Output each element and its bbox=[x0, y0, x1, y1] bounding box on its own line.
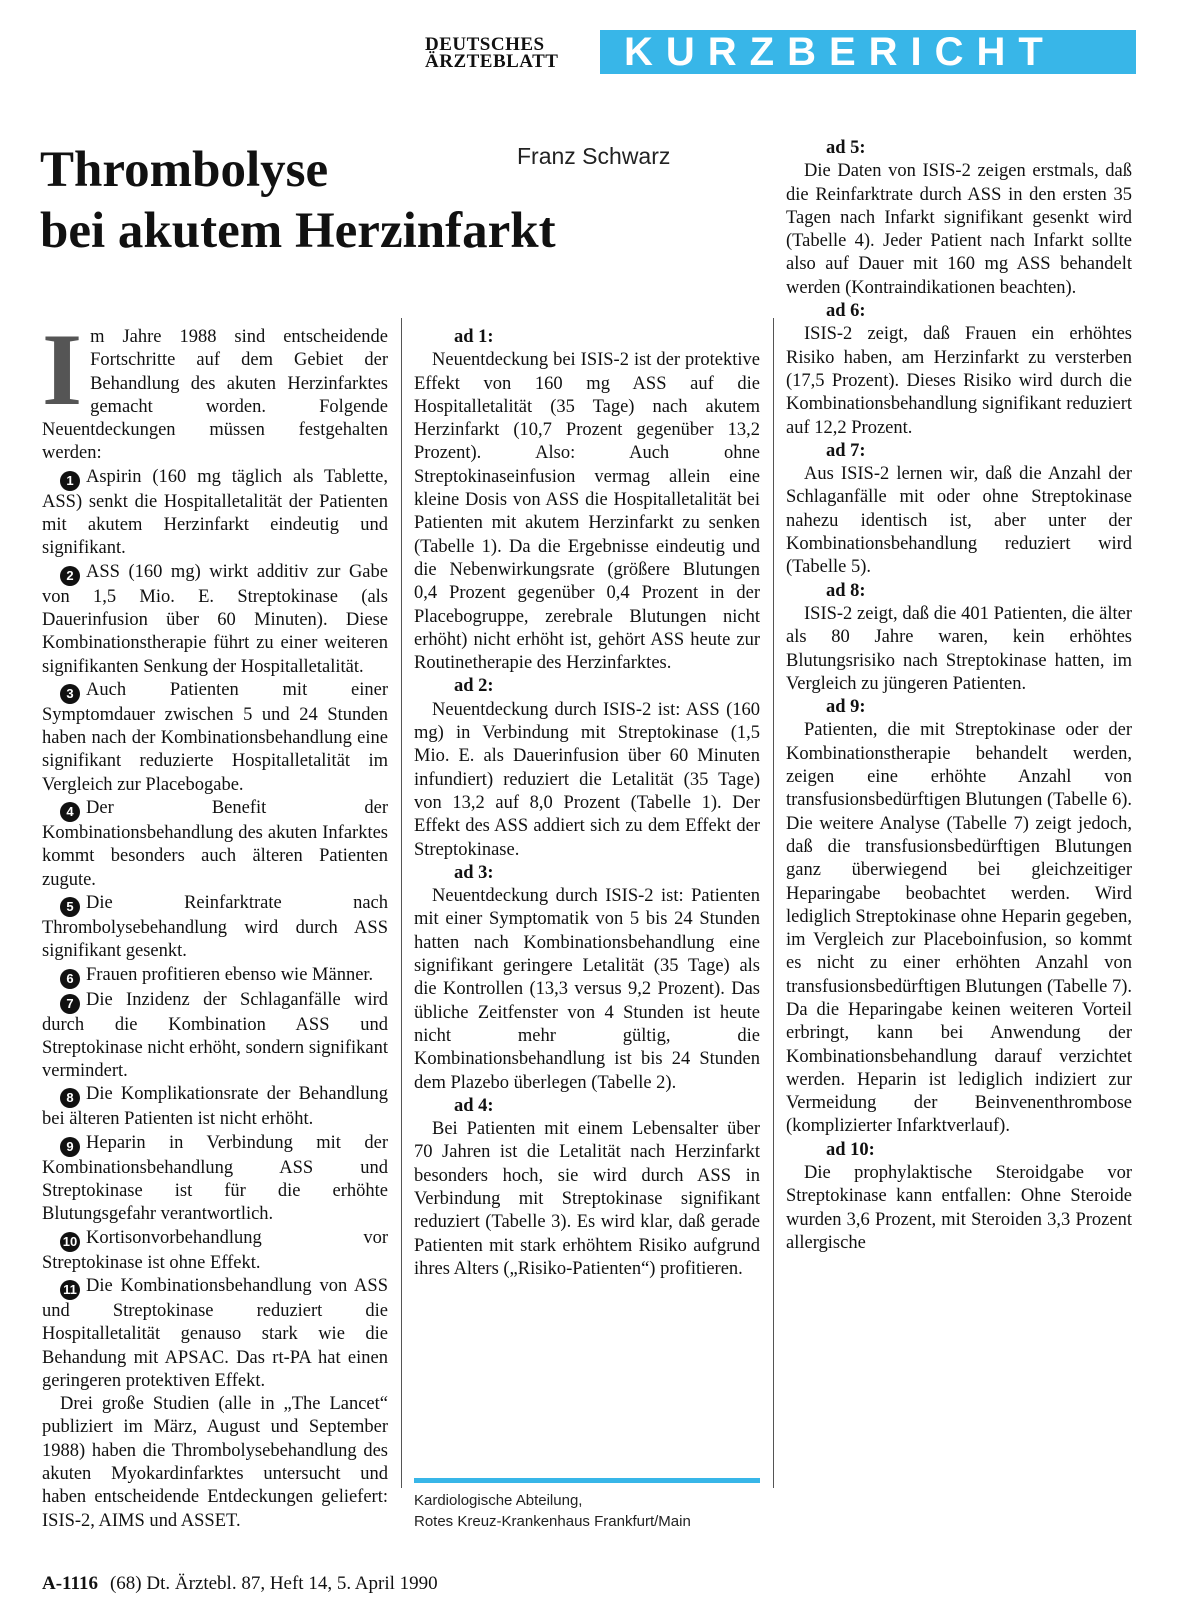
ad3-heading: ad 3: bbox=[454, 862, 494, 883]
finding-item bbox=[42, 1275, 388, 1393]
ad9-heading: ad 9: bbox=[826, 697, 866, 718]
finding-text: Auch Patienten mit einer Symptomdauer zwischen 5 und 24 Stunden haben nach der Kombinationsbehandlung eine signifikant reduzierte Hospitalletalität im Vergleich zur Placebogabe. bbox=[42, 679, 388, 795]
ad4-text: Bei Patienten mit einem Lebensalter über 70 Jahren ist die Letalität nach Herzinfarkt besonders hoch, sie wird durch ASS in Verbindung mit Streptokinase signifikant reduziert (Tabelle 3). Es wird klar, daß gerade Patienten mit stark erhöhtem Risiko aufgrund ihres Alters („Risiko-Patienten“) profitieren. bbox=[414, 1119, 760, 1279]
ad1-text: Neuentdeckung bei ISIS-2 ist der protektive Effekt von 160 mg ASS auf die Hospitalletalität (35 Tage) nach akutem Herzinfarkt (10,7 Prozent gegenüber 13,2 Prozent). Also: Auch ohne Streptokinaseinfusion vermag allein eine kleine Dosis von ASS die Hospitalletalität bei Patienten mit akutem Herzinfarkt zu senken (Tabelle 1). Da die Ergebnisse eindeutig und die Nebenwirkungsrate (größere Blutungen 0,4 Prozent gegenüber 0,4 Prozent in der Placebogruppe, zerebrale Blutungen nicht erhöht) nicht erhöht ist, gehört ASS heute zur Routinetherapie des Herzinfarktes. bbox=[414, 350, 760, 674]
finding-item bbox=[42, 1132, 388, 1227]
drop-cap: I bbox=[42, 313, 83, 427]
number-badge-icon: 4 bbox=[60, 802, 80, 822]
author-affiliation bbox=[414, 1490, 760, 1532]
ad2-heading: ad 2: bbox=[454, 676, 494, 697]
finding-text: ASS (160 mg) wirkt additiv zur Gabe von 1,5 Mio. E. Streptokinase (als Dauerinfusion über 60 Minuten). Diese Kombinationstherapie führt zu einer weiteren signifikanten Senkung der Hospitalletalität. bbox=[42, 561, 388, 677]
number-badge-icon: 2 bbox=[60, 566, 80, 586]
ad7-text: Aus ISIS-2 lernen wir, daß die Anzahl der Schlaganfälle mit oder ohne Streptokinase nahezu identisch ist, aber unter der Kombinationsbehandlung reduziert wird (Tabelle 5). bbox=[786, 464, 1132, 578]
number-badge-icon: 7 bbox=[60, 994, 80, 1014]
ad5-heading: ad 5: bbox=[826, 138, 866, 158]
number-badge-icon: 3 bbox=[60, 684, 80, 704]
studies-paragraph: Drei große Studien (alle in „The Lancet“ publiziert im März, August und September 1988) haben die Thrombolysebehandlung des akuten Myokardinfarktes untersucht und haben entscheidende Entdeckungen geliefert: ISIS-2, AIMS und ASSET. bbox=[42, 1394, 388, 1531]
journal-logo bbox=[425, 36, 585, 70]
number-badge-icon: 5 bbox=[60, 897, 80, 917]
column-1 bbox=[42, 313, 388, 1533]
finding-item bbox=[42, 1083, 388, 1131]
ad6-text: ISIS-2 zeigt, daß Frauen ein erhöhtes Risiko haben, am Herzinfarkt zu versterben (17,5 Prozent). Dieses Risiko wird durch die Kombinationsbehandlung signifikant reduziert auf 12,2 Prozent. bbox=[786, 324, 1132, 438]
ad8-heading: ad 8: bbox=[826, 580, 866, 601]
ad6-heading: ad 6: bbox=[826, 301, 866, 322]
finding-text: Heparin in Verbindung mit der Kombinationsbehandlung ASS und Streptokinase ist für die erhöhte Blutungsgefahr verantwortlich. bbox=[42, 1132, 388, 1225]
ad9-text: Patienten, die mit Streptokinase oder der Kombinationstherapie behandelt werden, zeigen eine erhöhte Anzahl von transfusionsbedürftigen Blutungen (Tabelle 6). Die weitere Analyse (Tabelle 7) zeigt jedoch, daß die transfusionsbedürftigen Blutungen ganz überwiegend bei gleichzeitiger Heparingabe beobachtet werden. Wird lediglich Streptokinase ohne Heparin gegeben, im Vergleich zur Placeboinfusion, so kommt es nicht zu einer erhöhten Anzahl von transfusionsbedürftigen Blutungen (Tabelle 7). Da die Heparingabe keinen weiteren Vorteil erbringt, kann bei Anwendung der Kombinationsbehandlung darauf verzichtet werden. Heparin ist lediglich indiziert zur Vermeidung der Beinvenenthrombose (komplizierter Infarktverlauf). bbox=[786, 720, 1133, 1137]
ad8-text: ISIS-2 zeigt, daß die 401 Patienten, die älter als 80 Jahre waren, kein erhöhtes Blutungsrisiko nach Streptokinase hatten, im Vergleich zu jüngeren Patienten. bbox=[786, 603, 1132, 694]
intro-paragraph bbox=[42, 313, 388, 466]
finding-item bbox=[42, 561, 388, 679]
affiliation-line-1: Kardiologische Abteilung, bbox=[414, 1492, 583, 1509]
finding-text: Die Reinfarktrate nach Thrombolysebehandlung wird durch ASS signifikant gesenkt. bbox=[42, 892, 388, 962]
finding-text: Die Inzidenz der Schlaganfälle wird durch die Kombination ASS und Streptokinase nicht erhöht, sondern signifikant vermindert. bbox=[42, 989, 388, 1082]
ad1-heading: ad 1: bbox=[454, 327, 494, 347]
number-badge-icon: 8 bbox=[60, 1088, 80, 1108]
finding-text: Die Kombinationsbehandlung von ASS und Streptokinase reduziert die Hospitalletalität genauso stark wie die Behandung mit APSAC. Das rt-PA hat einen geringeren protektiven Effekt. bbox=[42, 1275, 388, 1391]
finding-text: Der Benefit der Kombinationsbehandlung des akuten Infarktes kommt besonders auch älteren Patienten zugute. bbox=[42, 798, 388, 890]
ad2-text: Neuentdeckung durch ISIS-2 ist: ASS (160 mg) in Verbindung mit Streptokinase (1,5 Mio. E. als Dauerinfusion über 60 Minuten infundiert) reduziert die Letalität (35 Tage) von 13,2 auf 8,0 Prozent (Tabelle 1). Der Effekt des ASS addiert sich zu dem Effekt der Streptokinase. bbox=[414, 699, 760, 860]
column-divider-2 bbox=[773, 318, 774, 1488]
finding-text: Aspirin (160 mg täglich als Tablette, ASS) senkt die Hospitalletalität der Patienten mit akutem Herzinfarkt eindeutig und signifikant. bbox=[42, 466, 388, 559]
finding-item bbox=[42, 797, 388, 892]
citation: (68) Dt. Ärztebl. 87, Heft 14, 5. April 1990 bbox=[109, 1573, 438, 1594]
affiliation-line-2: Rotes Kreuz-Krankenhaus Frankfurt/Main bbox=[414, 1513, 691, 1530]
number-badge-icon: 6 bbox=[60, 969, 80, 989]
finding-item bbox=[42, 679, 388, 797]
ad3-text: Neuentdeckung durch ISIS-2 ist: Patienten mit einer Symptomatik von 5 bis 24 Stunden hatten nach Kombinationsbehandlung eine signifikant geringere Letalität (35 Tage) als die Kontrollen (13,3 versus 9,2 Prozent). Das übliche Zeitfenster von 4 Stunden ist heute nicht mehr gültig, die Kombinationsbehandlung ist bis 24 Stunden dem Plazebo überlegen (Tabelle 2). bbox=[414, 886, 760, 1093]
finding-item bbox=[42, 989, 388, 1084]
finding-item bbox=[42, 892, 388, 964]
finding-text: Kortisonvorbehandlung vor Streptokinase ist ohne Effekt. bbox=[42, 1227, 388, 1273]
number-badge-icon: 1 bbox=[60, 471, 80, 491]
author-name: Franz Schwarz bbox=[517, 143, 671, 169]
finding-text: Frauen profitieren ebenso wie Männer. bbox=[86, 964, 374, 985]
ad4-heading: ad 4: bbox=[454, 1095, 494, 1116]
section-label: KURZBERICHT bbox=[624, 30, 1056, 74]
ad7-heading: ad 7: bbox=[826, 440, 866, 461]
logo-line-2: ÄRZTEBLATT bbox=[425, 51, 559, 72]
ad10-text: Die prophylaktische Steroidgabe vor Streptokinase kann entfallen: Ohne Steroide wurden 3,6 Prozent, mit Steroiden 3,3 Prozent allergische bbox=[786, 1163, 1132, 1253]
ad5-text: Die Daten von ISIS-2 zeigen erstmals, daß die Reinfarktrate durch ASS in den ersten 35 Tagen nach Infarkt signifikant gesenkt wird (Tabelle 4). Jeder Patient nach Infarkt sollte also auf Dauer mit 160 mg ASS behandelt werden (Kontraindikationen beachten). bbox=[786, 161, 1132, 298]
footnote-rule bbox=[414, 1478, 760, 1483]
ad10-heading: ad 10: bbox=[826, 1139, 875, 1160]
column-divider-1 bbox=[401, 318, 402, 1488]
page-number: A-1116 bbox=[42, 1573, 98, 1594]
title-line-1: Thrombolyse bbox=[40, 142, 329, 198]
page-footer bbox=[42, 1573, 438, 1595]
number-badge-icon: 11 bbox=[60, 1280, 80, 1300]
finding-text: Die Komplikationsrate der Behandlung bei älteren Patienten ist nicht erhöht. bbox=[42, 1084, 388, 1130]
number-badge-icon: 9 bbox=[60, 1137, 80, 1157]
intro-text: m Jahre 1988 sind entscheidende Fortschritte auf dem Gebiet der Behandlung des akuten Herzinfarktes gemacht worden. Folgende Neuentdeckungen müssen festgehalten werden: bbox=[42, 327, 388, 464]
title-line-2: bei akutem Herzinfarkt bbox=[40, 203, 556, 259]
section-banner bbox=[600, 30, 1136, 74]
number-badge-icon: 10 bbox=[60, 1232, 80, 1252]
finding-item bbox=[42, 466, 388, 561]
finding-item bbox=[42, 964, 388, 989]
finding-item bbox=[42, 1227, 388, 1275]
column-3 bbox=[786, 137, 1132, 1255]
logo-line-1: DEUTSCHES bbox=[425, 34, 545, 55]
column-2 bbox=[414, 326, 760, 1281]
